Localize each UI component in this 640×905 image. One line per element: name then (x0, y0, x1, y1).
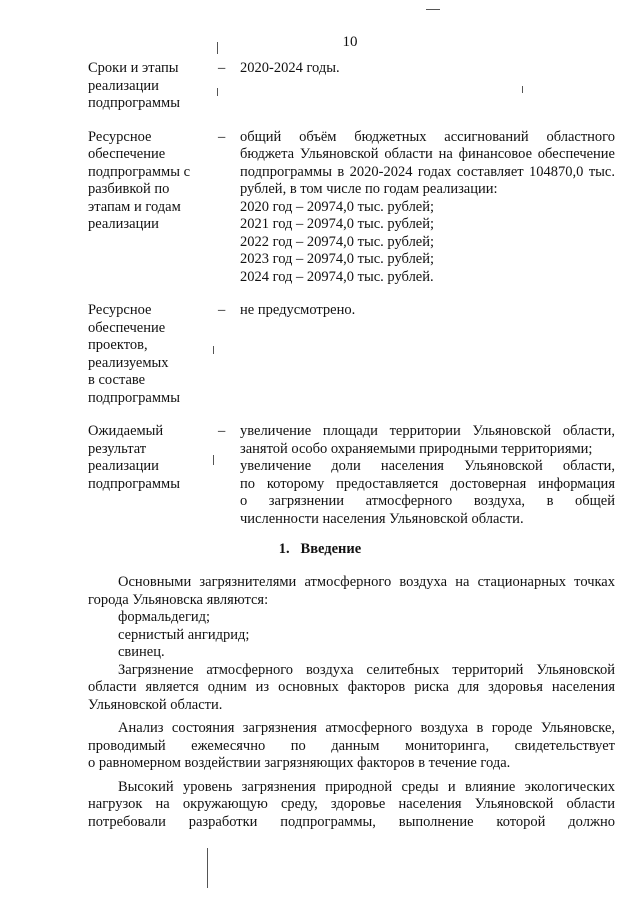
param-dash: – (218, 128, 226, 145)
param-dash: – (218, 423, 226, 439)
param-label: Ожидаемый результат реализации подпрограммы (88, 423, 180, 492)
paragraph: о равномерном воздействии загрязняющих факторов в течение года. (88, 755, 511, 771)
param-row-timeline (88, 60, 615, 113)
paragraph: нагрузок на окружающую среду, здоровье населения Ульяновской области (88, 796, 615, 812)
param-dash: – (218, 302, 226, 318)
scan-mark (213, 455, 214, 465)
param-row-projects (88, 302, 615, 407)
page-number: 10 (342, 34, 358, 50)
paragraph: города Ульяновска являются: (88, 591, 269, 608)
section-heading (0, 541, 640, 558)
scan-mark (217, 88, 218, 96)
param-label: Сроки и этапы реализации подпрограммы (88, 60, 180, 111)
paragraph: Загрязнение атмосферного воздуха селитебных территорий Ульяновской (118, 661, 615, 678)
paragraph: потребовали разработки подпрограммы, выполнение которой должно (88, 813, 615, 830)
section-number: 1. (278, 541, 290, 557)
paragraph: Анализ состояния загрязнения атмосферного воздуха в городе Ульяновске, (118, 720, 615, 736)
param-value: 2020-2024 годы. (240, 60, 340, 76)
param-label: Ресурсное обеспечение подпрограммы с разбивкой по этапам и годам реализации (88, 128, 191, 232)
section-title: Введение (300, 541, 362, 557)
list-item: сернистый ангидрид; (118, 626, 250, 643)
param-value: не предусмотрено. (240, 302, 356, 318)
paragraph: проводимый ежемесячно по данным мониторинга, свидетельствует (88, 737, 615, 754)
scan-mark (426, 9, 440, 10)
list-item: свинец. (118, 644, 165, 660)
param-dash: – (218, 60, 226, 76)
intro-text (88, 574, 615, 831)
param-row-funding (88, 129, 615, 287)
list-item: формальдегид; (118, 609, 211, 625)
scan-mark (217, 42, 218, 54)
paragraph: области является одним из основных факторов риска для здоровья населения (88, 679, 615, 695)
scan-mark (522, 86, 523, 93)
scan-mark (207, 848, 208, 888)
paragraph: Ульяновской области. (88, 696, 223, 713)
paragraph: Высокий уровень загрязнения природной среды и влияние экологических (118, 778, 615, 795)
scan-mark (213, 346, 214, 354)
passport-table (88, 60, 615, 544)
param-value: увеличение площади территории Ульяновской области, занятой особо охраняемыми природными территориями; увеличение доли населения Ульяновской области, по которому предоставляется достоверная информация о загрязнении атмосферного воздуха, в общей численности населения Ульяновской области. (240, 423, 615, 527)
param-value: общий объём бюджетных ассигнований областного бюджета Ульяновской области на финансовое обеспечение подпрограммы в 2020-2024 годах составляет 104870,0 тыс. рублей, в том числе по годам реализации: 2020 год – 20974,0 тыс. рублей; 2021 год – 20974,0 тыс. рублей; 2022 год – 20974,0 тыс. рублей; 2023 год – 20974,0 тыс. рублей; 2024 год – 20974,0 тыс. рублей. (240, 128, 615, 285)
paragraph: Основными загрязнителями атмосферного воздуха на стационарных точках (118, 574, 615, 590)
param-row-results (88, 423, 615, 528)
param-label: Ресурсное обеспечение проектов, реализуемых в составе подпрограммы (88, 302, 180, 406)
